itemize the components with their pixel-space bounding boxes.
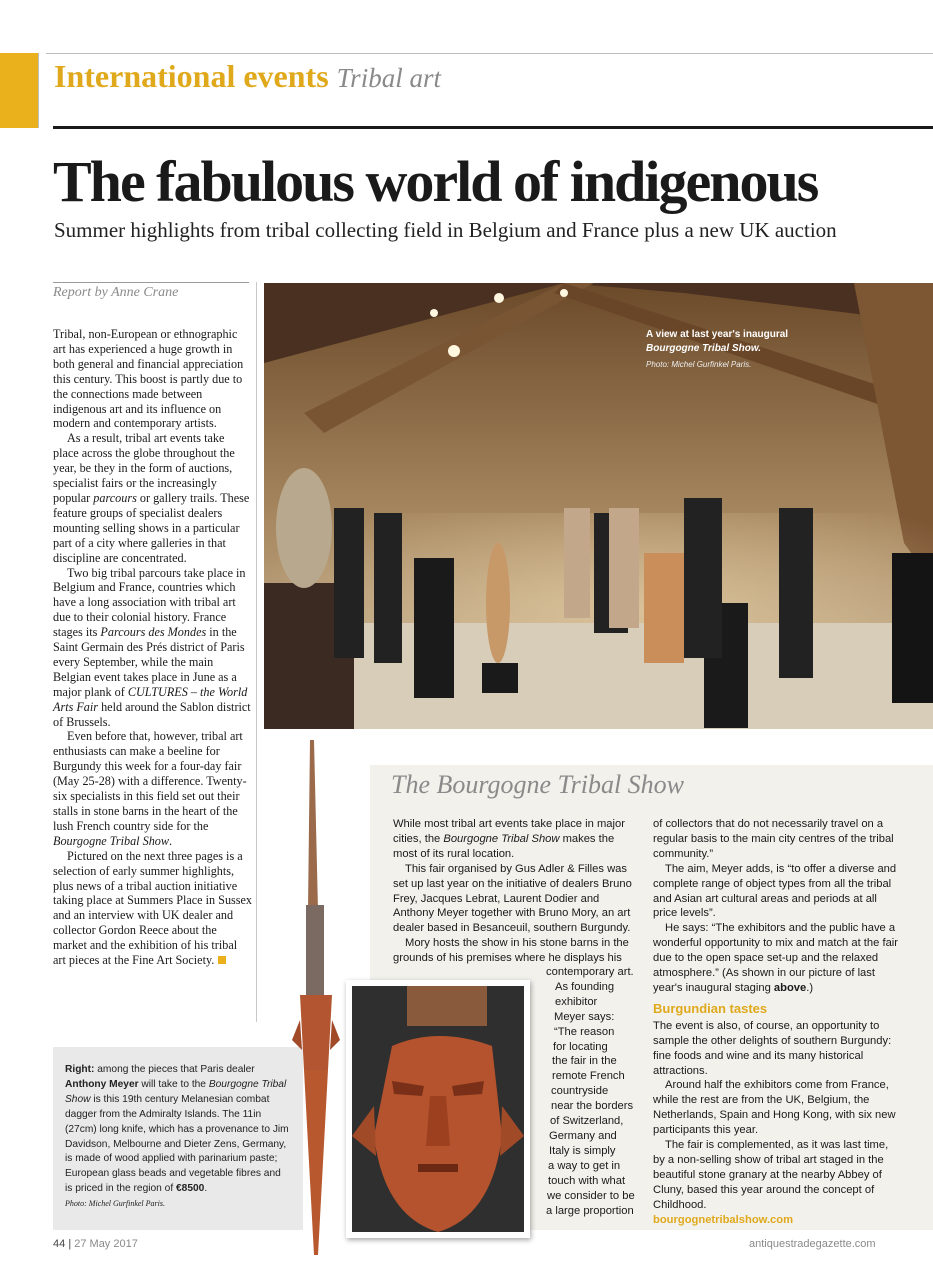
section-divider xyxy=(38,53,39,128)
photo-caption xyxy=(646,328,816,372)
sidebar-subhead: Burgundian tastes xyxy=(653,1000,768,1016)
sidebar-box-wrap-text xyxy=(546,965,638,1218)
photo-caption-event: Bourgogne Tribal Show. xyxy=(646,343,761,354)
paragraph: Tribal, non-European or ethnographic art has experienced a huge growth in both general and financial appreciation this century. This boost is partly due to the connections made between indigenous art and its influence on modern and contemporary artists. xyxy=(53,327,244,431)
heading-rule xyxy=(53,126,933,129)
wrap-line: near the borders xyxy=(551,1100,634,1113)
paragraph: He says: “The exhibitors and the public have a wonderful opportunity to mix and match at the fair due to the open space set-up and the relaxed atmosphere.” (As shown in our picture of last year's inaugural staging above.) xyxy=(653,922,899,994)
page-title: The fabulous world of indigenous xyxy=(53,149,818,214)
wrap-line: As founding xyxy=(555,980,615,993)
paragraph: This fair organised by Gus Adler & Filles was set up last year on the initiative of dealers Bruno Frey, Jacques Lebrat, Laurent Dodier and Anthony Meyer together with Bruno Mory, an art dealer based in Besanceuil, southern Burgundy. xyxy=(393,862,632,935)
paragraph: Two big tribal parcours take place in Belgium and France, countries which have a long association with tribal art due to their colonial history. France stages its Parcours des Mondes in the Saint Germain des Prés district of Paris every September, while the main Belgian event takes place in June as a major plank of CULTURES – the World Arts Fair held around the Sablon district of Brussels. xyxy=(53,565,251,729)
paragraph: of collectors that do not necessarily travel on a regular basis to the main city centres of the tribal community.” xyxy=(653,818,894,860)
sidebar-box-title: The Bourgogne Tribal Show xyxy=(391,770,685,799)
wrap-line: countryside xyxy=(551,1085,609,1098)
wrap-line: of Switzerland, xyxy=(550,1115,624,1128)
paragraph: Mory hosts the show in his stone barns in the grounds of his premises where he displays his xyxy=(393,937,629,965)
paragraph: Even before that, however, tribal art enthusiasts can make a beeline for Burgundy this week for a four-day fair (May 25-28) with a difference. Twenty-six specialists in this field set out their stalls in stone barns in the heart of the lush French country side for the Bourgogne Tribal Show. xyxy=(53,729,247,848)
wrap-line: Germany and xyxy=(549,1129,617,1142)
wrap-line: Italy is simply xyxy=(549,1144,616,1157)
wrap-line: Meyer says: xyxy=(554,1010,615,1023)
wrap-line: a large proportion xyxy=(546,1204,634,1217)
issue-date: 27 May 2017 xyxy=(74,1238,138,1250)
wrap-line: contemporary art. xyxy=(546,966,634,978)
caption-credit: Photo: Michel Gurfinkel Paris. xyxy=(65,1199,165,1209)
wrap-line: for locating xyxy=(553,1040,608,1053)
dagger-image xyxy=(288,740,344,1255)
paragraph: The fair is complemented, as it was last time, by a non-selling show of tribal art staged in the beautiful stone granary at the nearby Abbey of Cluny, based this year around the concept of Childhood. xyxy=(653,1139,889,1211)
byline: Report by Anne Crane xyxy=(53,285,179,300)
standfirst: Summer highlights from tribal collecting field in Belgium and France plus a new UK auction xyxy=(54,218,837,242)
gallery-scene-image xyxy=(264,283,933,729)
wrap-line: we consider to be xyxy=(547,1189,635,1202)
dagger-caption: Right: among the pieces that Paris dealer Anthony Meyer will take to the Bourgogne Tribal Show is this 19th century Melanesian combat dagger from the Admiralty Islands. The 11in (27cm) long knife, which has a provenance to Jim Davidson, Melbourne and Dieter Zens, Germany, is made of wood applied with parinarium paste; European glass beads and vegetable fibres and is priced in the region of €8500. Photo: Michel Gurfinkel Paris. xyxy=(65,1063,290,1212)
byline-rule xyxy=(53,282,249,283)
wrap-line: the fair in the xyxy=(552,1055,617,1068)
dagger-face-image xyxy=(352,986,524,1232)
photo-caption-text: A view at last year's inaugural xyxy=(646,329,789,340)
wrap-line: a way to get in xyxy=(548,1159,621,1172)
paragraph: While most tribal art events take place in major cities, the Bourgogne Tribal Show makes the most of its rural location. xyxy=(393,818,625,860)
site-url[interactable]: antiquestradegazette.com xyxy=(749,1238,876,1250)
show-photo xyxy=(264,283,933,729)
paragraph: As a result, tribal art events take place across the globe throughout the year, be they in the form of auctions, specialist fairs or the increasingly popular parcours or gallery trails. These feature groups of specialist dealers mounting selling shows in a particular part of a city where galleries in that discipline are concentrated. xyxy=(53,431,250,565)
photo-credit: Photo: Michel Gurfinkel Paris. xyxy=(646,360,752,369)
section-subtitle: Tribal art xyxy=(336,63,441,93)
page-footer-left: 44 | 27 May 2017 xyxy=(53,1238,138,1250)
wrap-line: touch with what xyxy=(548,1174,626,1187)
section-title: International events xyxy=(54,58,329,94)
end-mark-icon xyxy=(218,956,226,964)
paragraph: Around half the exhibitors come from France, while the rest are from the UK, Belgium, the Netherlands, Spain and Hong Kong, with six new participants this year. xyxy=(653,1079,896,1137)
column-rule xyxy=(256,282,257,1022)
section-tab xyxy=(0,53,38,128)
wrap-line: remote French xyxy=(552,1070,625,1083)
show-website-link[interactable]: bourgognetribalshow.com xyxy=(653,1213,794,1226)
section-heading xyxy=(54,58,441,95)
paragraph: Pictured on the next three pages is a selection of early summer highlights, plus news of a tribal auction initiative taking place at Summers Place in Sussex and an interview with UK dealer and collector Gordon Reece about the market and the exhibition of his tribal art pieces at the Fine Art Society. xyxy=(53,848,253,968)
sidebar-box-column-2 xyxy=(653,817,898,1227)
wrap-line: exhibitor xyxy=(555,995,598,1008)
top-rule xyxy=(46,53,933,54)
article-body xyxy=(53,327,253,968)
page-number: 44 xyxy=(53,1238,66,1250)
wrap-line: “The reason xyxy=(554,1025,615,1038)
paragraph: The aim, Meyer adds, is “to offer a diverse and complete range of object types from all the tribal and Asian art cultural areas and periods at all price levels”. xyxy=(653,862,897,920)
sidebar-box-column-1 xyxy=(393,817,638,966)
paragraph: The event is also, of course, an opportunity to sample the other delights of southern Burgundy: fine foods and wine and its many historical attractions. xyxy=(653,1019,892,1077)
